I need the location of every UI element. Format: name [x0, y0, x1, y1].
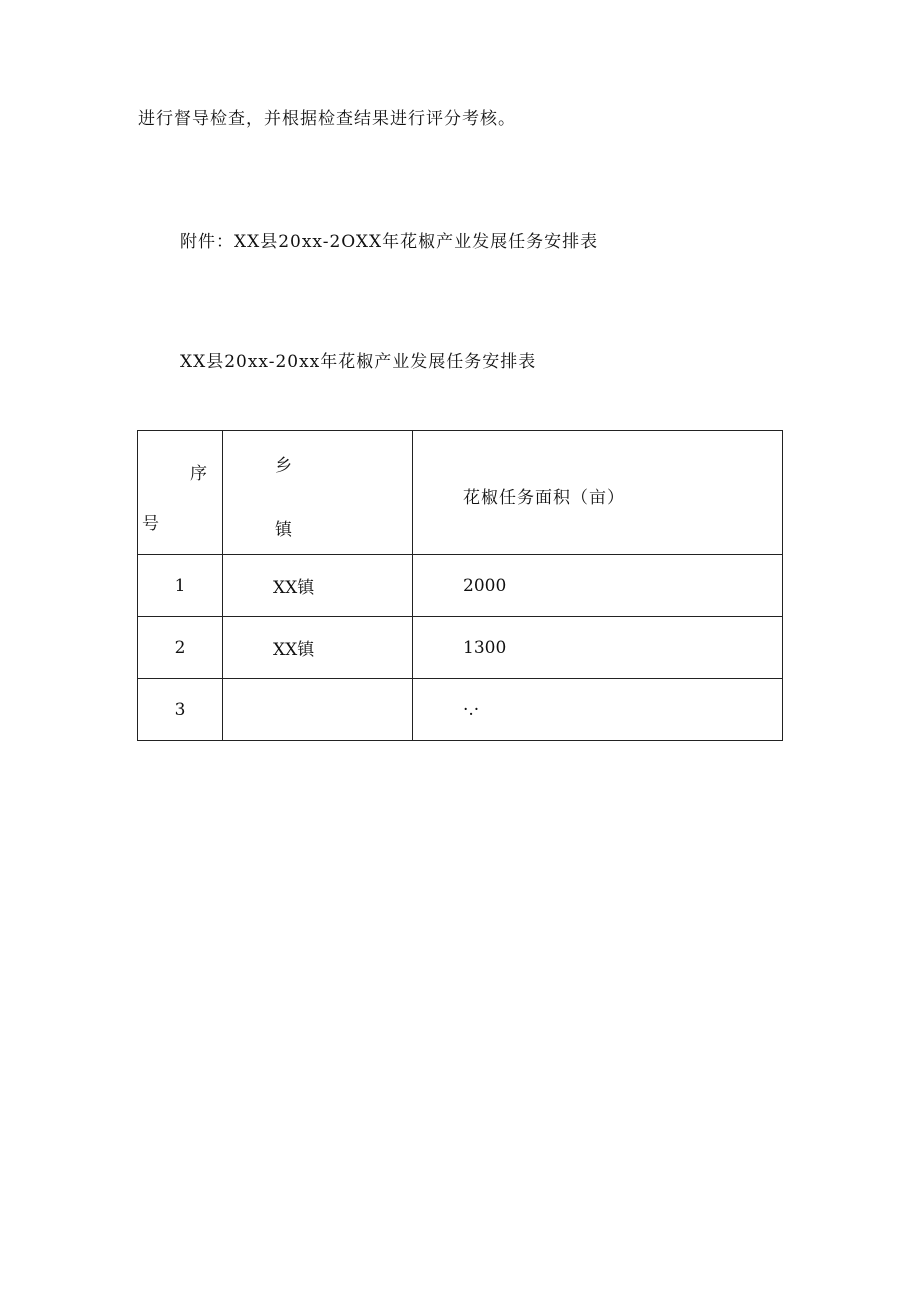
table-row [138, 617, 783, 679]
row-town [223, 679, 413, 741]
row-area: 2000 [413, 555, 783, 617]
paragraph-tail: 进行督导检查，并根据检查结果进行评分考核。 [138, 109, 516, 129]
header-cell-no [138, 431, 223, 555]
header-cell-area [413, 431, 783, 555]
table-title: XX县20xx-20xx年花椒产业发展任务安排表 [180, 352, 537, 372]
attachment-line: 附件：XX县20xx-2OXX年花椒产业发展任务安排表 [180, 232, 599, 252]
task-table [137, 430, 783, 741]
row-town: XX镇 [223, 555, 413, 617]
header-town-char1: 乡 [275, 456, 292, 476]
header-cell-town [223, 431, 413, 555]
table-row [138, 679, 783, 741]
header-no-char2: 号 [142, 514, 159, 534]
row-no: 2 [138, 617, 223, 679]
table-row [138, 555, 783, 617]
table-header-row [138, 431, 783, 555]
row-area: ·.· [413, 679, 783, 741]
row-town: XX镇 [223, 617, 413, 679]
row-no: 1 [138, 555, 223, 617]
header-town-char2: 镇 [275, 520, 292, 540]
header-no-char1: 序 [190, 464, 207, 484]
row-no: 3 [138, 679, 223, 741]
header-area-label: 花椒任务面积（亩） [463, 488, 625, 508]
row-area: 1300 [413, 617, 783, 679]
